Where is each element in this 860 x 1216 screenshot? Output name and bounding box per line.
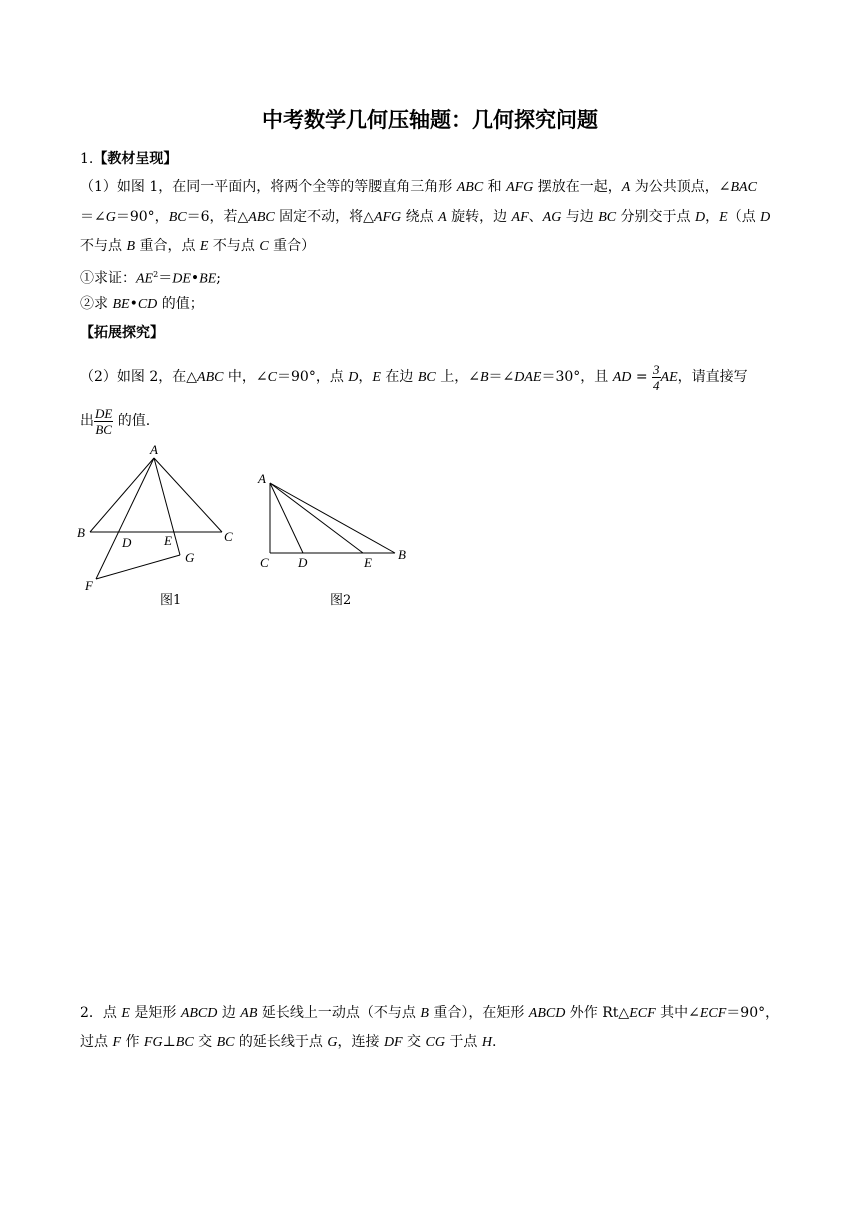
q1-section-extension [80, 324, 790, 342]
math: ECF [629, 1006, 656, 1021]
text: 的延长线于点 [234, 1034, 328, 1050]
math: CG [425, 1035, 445, 1050]
text: 摆放在一起， [533, 179, 622, 195]
math: AF [511, 210, 529, 225]
text: ＝ [158, 270, 173, 287]
math: E [719, 210, 728, 225]
math: ABCD [180, 1006, 218, 1021]
text: 边 [217, 1005, 241, 1021]
q1-paragraph-line1 [80, 178, 790, 197]
text: 和 [483, 179, 507, 195]
math: H [481, 1035, 492, 1050]
text: 不与点 [80, 238, 127, 254]
text: 的值. [113, 413, 151, 429]
math: AE [136, 271, 154, 287]
q1-header [80, 150, 790, 168]
numerator: 3 [653, 361, 660, 377]
math: BE [199, 271, 217, 287]
math: CD [137, 297, 158, 312]
dot: • [190, 270, 200, 287]
math: G [105, 210, 116, 225]
math: D [695, 210, 706, 225]
fig1-label-d: D [122, 535, 132, 550]
math: AE [660, 370, 678, 385]
text: 与边 [561, 209, 599, 225]
text: 是矩形 [129, 1005, 181, 1021]
math: F [112, 1035, 122, 1050]
math: B [479, 370, 489, 385]
section-heading: 【拓展探究】 [80, 325, 164, 341]
q1-section-textbook: 【教材呈现】 [93, 151, 178, 167]
fig1-label-g: G [185, 550, 195, 565]
text: ，请直接写 [677, 369, 748, 385]
text: （2）如图 2，在△ [80, 369, 198, 385]
fig2-label-c: C [260, 555, 269, 570]
fig1-label-f: F [85, 578, 93, 593]
math: E [372, 370, 381, 385]
text: （点 [727, 209, 761, 225]
math: D [760, 210, 771, 225]
math: DF [383, 1035, 403, 1050]
math: ABC [456, 180, 484, 195]
text: 绕点 [401, 209, 439, 225]
q1-part1-prove [80, 266, 790, 289]
q1-paragraph-line2 [80, 208, 790, 227]
text: 重合，点 [135, 238, 200, 254]
q1-part2-value [80, 295, 790, 314]
dot: • [129, 296, 138, 312]
segment-ab [90, 458, 154, 532]
math: BE [112, 297, 130, 312]
fig2-label-e: E [364, 555, 372, 570]
math: BC [216, 1035, 235, 1050]
math: C [267, 370, 278, 385]
math: BC [175, 1035, 194, 1050]
text: ＝30°，且 [541, 369, 613, 385]
text: ＝∠ [488, 369, 515, 385]
fraction-three-quarters [652, 363, 661, 392]
q1-paragraph-extension [80, 360, 790, 394]
math: E [121, 1006, 130, 1021]
math: B [420, 1006, 429, 1021]
math: ECF [699, 1006, 727, 1021]
text: 不与点 [208, 238, 260, 254]
math: A [621, 180, 631, 195]
math: AG [542, 210, 562, 225]
text: 过点 [80, 1034, 113, 1050]
text: 交 [402, 1034, 426, 1050]
text: 出 [80, 413, 94, 429]
text: 为公共顶点，∠ [630, 179, 731, 195]
text: ＝6，若△ [186, 209, 249, 225]
math: BC [598, 210, 617, 225]
math: B [126, 239, 136, 254]
fig1-label-b: B [77, 525, 85, 540]
denominator: BC [95, 421, 112, 437]
text: 作 [121, 1034, 144, 1050]
text: 外作 Rt△ [565, 1005, 630, 1021]
text: 重合） [268, 238, 316, 254]
page-title: 中考数学几何压轴题：几何探究问题 [262, 108, 598, 132]
fig1-label-e: E [164, 533, 172, 548]
text: 其中∠ [655, 1005, 700, 1021]
math: D [348, 370, 359, 385]
text: ， [705, 209, 720, 225]
q1-paragraph-extension-cont [80, 404, 790, 438]
segment-ae [270, 483, 363, 553]
math: C [259, 239, 269, 254]
text: （1）如图 1，在同一平面内，将两个全等的等腰直角三角形 [80, 179, 457, 195]
q2-line2 [80, 1033, 790, 1052]
text: 2．点 [80, 1005, 122, 1021]
math: AD [612, 370, 632, 385]
math: ABC [197, 370, 224, 385]
math: E [199, 239, 209, 254]
numerator: DE [95, 405, 113, 421]
math: BC [168, 210, 187, 225]
fig2-label-a: A [258, 471, 266, 486]
fraction-de-over-bc [94, 407, 113, 436]
math: G [327, 1035, 338, 1050]
fig2-caption: 图2 [330, 593, 352, 608]
text: 上，∠ [435, 369, 480, 385]
math: ABC [248, 210, 275, 225]
text: ＝90°， [115, 209, 169, 225]
text: 的值； [157, 296, 204, 312]
text: ＝90°，点 [277, 369, 349, 385]
denominator: 4 [653, 377, 660, 393]
fig1-caption: 图1 [160, 593, 182, 608]
segment-fg [96, 555, 180, 579]
text: ， [358, 369, 373, 385]
text: = [631, 369, 653, 385]
text: 于点 [444, 1034, 482, 1050]
fig1-label-a: A [150, 442, 158, 457]
fig2-label-b: B [398, 547, 406, 562]
text: ①求证： [80, 270, 136, 287]
math: DAE [514, 370, 542, 385]
text: 固定不动，将△ [274, 209, 374, 225]
math: ABCD [528, 1006, 566, 1021]
math: BC [417, 370, 436, 385]
text: 交 [193, 1034, 217, 1050]
math: AB [240, 1006, 258, 1021]
figure-2-diagram [250, 465, 420, 615]
text: 延长线上一动点（不与点 [257, 1005, 421, 1021]
math: FG [143, 1035, 163, 1050]
text: 中，∠ [223, 369, 268, 385]
text: ＝90°， [726, 1005, 780, 1021]
text: 分别交于点 [616, 209, 696, 225]
text: ②求 [80, 296, 113, 312]
figure-1-diagram [70, 440, 245, 615]
math: AFG [506, 180, 534, 195]
text: 、 [528, 209, 543, 225]
superscript: 2 [153, 270, 159, 279]
text: 旋转，边 [446, 209, 512, 225]
text: ，连接 [337, 1034, 384, 1050]
math: DE [172, 271, 191, 287]
segment-ad [270, 483, 303, 553]
segment-ab [270, 483, 395, 553]
fig1-label-c: C [224, 529, 233, 544]
math: AFG [373, 210, 402, 225]
q1-number: 1. [80, 151, 94, 167]
math: BAC [730, 180, 757, 195]
q2-line1 [80, 1004, 790, 1023]
text: . [492, 1034, 497, 1050]
math: A [438, 210, 447, 225]
text: 重合），在矩形 [428, 1005, 529, 1021]
text: 在边 [380, 369, 418, 385]
fig2-label-d: D [298, 555, 308, 570]
text: ⊥ [162, 1034, 176, 1050]
text: ＝∠ [80, 209, 106, 225]
q1-paragraph-line3 [80, 237, 790, 256]
segment-af [96, 458, 154, 579]
text: ; [216, 270, 221, 287]
